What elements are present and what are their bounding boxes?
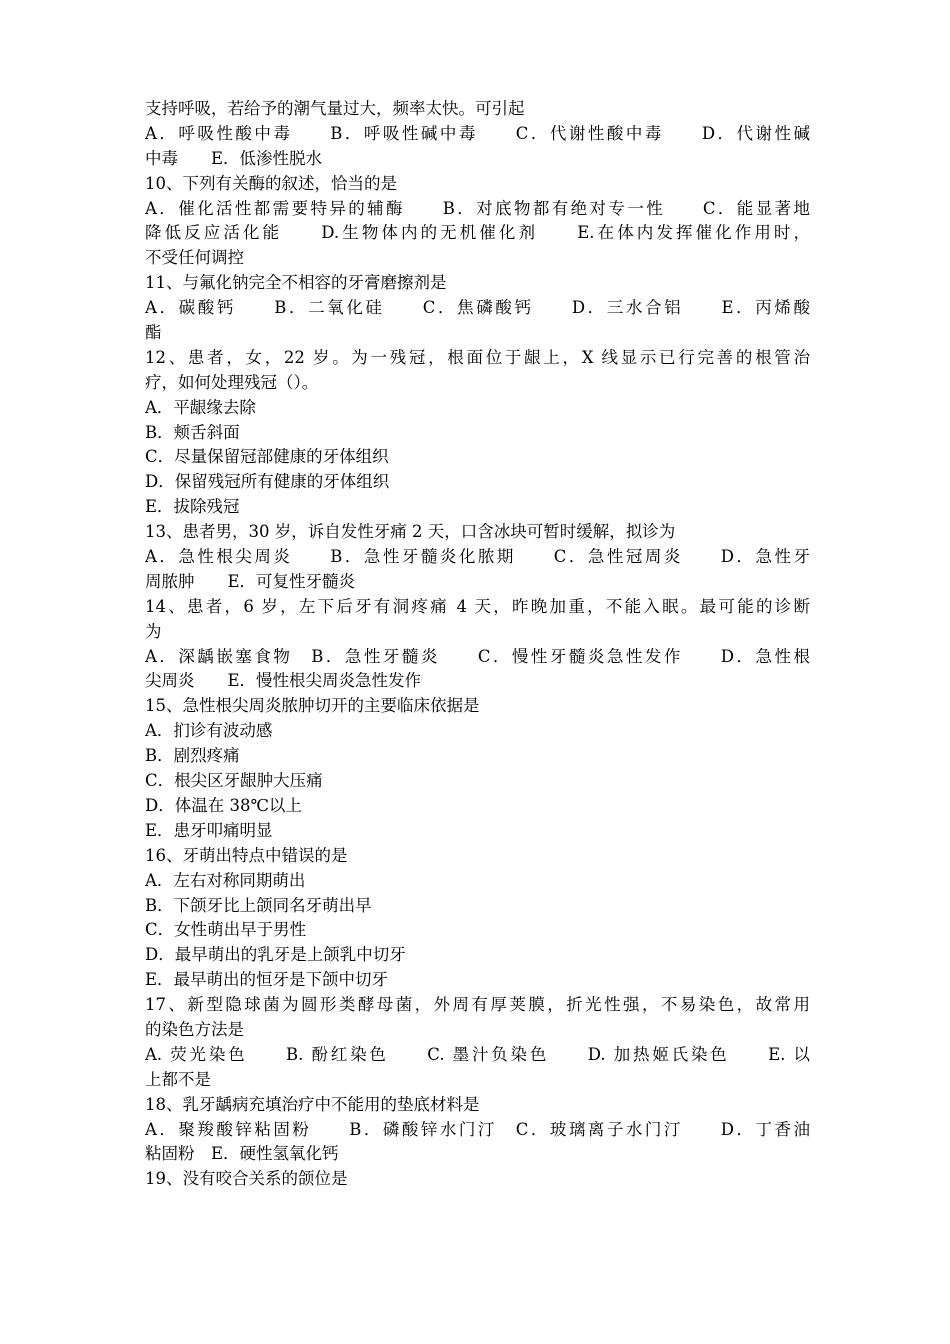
text-line: 18、乳牙龋病充填治疗中不能用的垫底材料是 [145,1094,480,1114]
text-line: 中毒 E．低渗性脱水 [145,148,323,168]
text-line: 尖周炎 E．慢性根尖周炎急性发作 [145,671,422,691]
text-line: C．尽量保留冠部健康的牙体组织 [145,447,389,467]
text-line: A．扪诊有波动感 [145,721,273,741]
text-line: 支持呼吸，若给予的潮气量过大，频率太快。可引起 [145,99,525,118]
text-line: 10、下列有关酶的叙述，恰当的是 [145,173,397,193]
text-line: A．碳酸钙 B．二氧化硅 C．焦磷酸钙 D．三水合铝 E．丙烯酸 [145,298,810,318]
text-line: D．体温在 38℃以上 [145,795,302,815]
text-line: B．下颌牙比上颌同名牙萌出早 [145,895,372,915]
text-line: 疗，如何处理残冠（）。 [145,372,319,392]
text-line: 为 [145,621,162,641]
text-line: 13、患者男，30 岁，诉自发性牙痛 2 天，口含冰块可暂时缓解，拟诊为 [145,522,676,542]
text-line: 周脓肿 E．可复性牙髓炎 [145,571,356,591]
text-line: 19、没有咬合关系的颌位是 [145,1169,348,1189]
text-line: A．催化活性都需要特异的辅酶 B．对底物都有绝对专一性 C．能显著地 [145,198,810,218]
text-line: 的染色方法是 [145,1019,244,1039]
text-line: A．聚羧酸锌粘固粉 B．磷酸锌水门汀 C．玻璃离子水门汀 D．丁香油 [145,1119,810,1139]
text-line: E．最早萌出的恒牙是下颌中切牙 [145,970,389,990]
text-line: 16、牙萌出特点中错误的是 [145,845,348,865]
text-line: 14、患者，6 岁，左下后牙有洞疼痛 4 天，昨晚加重，不能入眠。最可能的诊断 [145,596,810,616]
text-line: C．女性萌出早于男性 [145,920,307,940]
text-line: A．呼吸性酸中毒 B．呼吸性碱中毒 C．代谢性酸中毒 D．代谢性碱 [145,123,810,143]
text-line: A．深龋嵌塞食物 B．急性牙髓炎 C．慢性牙髓炎急性发作 D．急性根 [145,646,810,666]
text-line: 15、急性根尖周炎脓肿切开的主要临床依据是 [145,696,480,716]
text-line: E．拔除残冠 [145,497,240,517]
text-line: 酯 [145,323,162,343]
text-line: 不受任何调控 [145,248,244,268]
text-line: 粘固粉 E．硬性氢氧化钙 [145,1144,339,1164]
text-line: A．急性根尖周炎 B．急性牙髓炎化脓期 C．急性冠周炎 D．急性牙 [145,547,810,567]
text-line: 17、新型隐球菌为圆形类酵母菌，外周有厚荚膜，折光性强，不易染色，故常用 [145,995,810,1015]
text-line: 上都不是 [145,1069,211,1089]
text-line: A．平龈缘去除 [145,397,256,417]
text-line: 降低反应活化能 D.生物体内的无机催化剂 E.在体内发挥催化作用时， [145,223,810,243]
document-page [145,97,810,1192]
text-line: B．剧烈疼痛 [145,746,240,766]
text-line: D．最早萌出的乳牙是上颌乳中切牙 [145,945,406,965]
text-line: B．颊舌斜面 [145,422,240,442]
text-line: 11、与氟化钠完全不相容的牙膏磨擦剂是 [145,273,447,293]
text-line: A. 荧光染色 B. 酚红染色 C. 墨汁负染色 D. 加热姬氏染色 E. 以 [145,1044,810,1064]
text-line: A．左右对称同期萌出 [145,870,306,890]
text-line: E．患牙叩痛明显 [145,820,273,840]
text-line: C．根尖区牙龈肿大压痛 [145,771,323,791]
text-line: 12、患者，女，22 岁。为一残冠，根面位于龈上，X 线显示已行完善的根管治 [145,347,810,367]
text-line: D．保留残冠所有健康的牙体组织 [145,472,390,492]
